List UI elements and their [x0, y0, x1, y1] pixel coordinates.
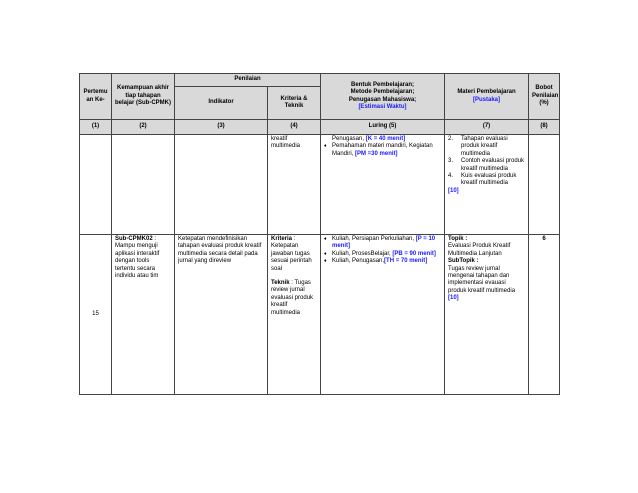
bobot-value: 6 [542, 236, 546, 242]
materi-reference: [10] [448, 187, 459, 194]
list-item [332, 143, 441, 158]
list-item [332, 258, 441, 265]
luring-time: [TH = 70 menit] [384, 258, 428, 265]
header-row-1 [80, 74, 560, 87]
cell-indikator-empty [175, 135, 268, 235]
header-materi-line2: [Pustaka] [472, 96, 500, 103]
cell-luring [321, 135, 445, 235]
kriteria-text: kreatif multimedia [271, 136, 301, 150]
col-number-7: (7) [445, 120, 529, 135]
kriteria-block [271, 236, 317, 273]
cell-kemampuan-empty [112, 135, 175, 235]
luring-text: Pemahaman materi mandiri, Kegiatan Mandiri, [332, 143, 433, 157]
materi-number: 3. [448, 158, 454, 165]
cell-subcpmk [112, 235, 175, 395]
table-row [80, 135, 560, 235]
subcpmk-label: Sub-CPMK02 [115, 236, 153, 242]
materi-text: Contoh evaluasi produk kreatif multimedia [461, 158, 525, 172]
header-pertemuan: Pertemu an Ke- [80, 74, 112, 120]
header-bentuk-line1: Bentuk Pembelajaran; [350, 81, 415, 88]
header-materi [445, 74, 529, 120]
materi-number: 4. [448, 173, 454, 180]
header-kriteria: Kriteria & Teknik [268, 87, 321, 120]
luring-list [324, 236, 441, 266]
indikator-text: Ketepatan mendefinisikan tahapan evaluasi produk kreatif multimedia secara detail pada jurnal yang direview [178, 236, 262, 265]
subtopik-text: Tugas review jurnal mengenai tahapan dan implementasi evauasi produk kreatif multimedia [448, 265, 516, 294]
col-number-1: (1) [80, 120, 112, 135]
teknik-text: : Tugas review jurnal evaluasi produk kreatif multimedia [271, 280, 314, 316]
luring-time: [PB = 90 menit] [392, 250, 436, 257]
header-bentuk-line2: Metode Pembelajaran; [350, 89, 415, 96]
cell-pertemuan-empty [80, 135, 112, 235]
luring-time: [K = 40 menit] [365, 136, 406, 142]
pertemuan-number: 15 [92, 310, 99, 317]
list-item [332, 251, 441, 258]
cell-kriteria [268, 135, 321, 235]
luring-text: Penugasan, [332, 136, 365, 142]
list-item [448, 173, 525, 188]
materi-text: Kuis evaluasi produk kreatif multimedia [461, 173, 517, 187]
col-number-3: (3) [175, 120, 268, 135]
luring-item [324, 136, 441, 143]
topik-text: Evaluasi Produk Kreatif Multimedia Lanjutan [448, 243, 511, 257]
table-row [80, 235, 560, 395]
cell-luring [321, 235, 445, 395]
cell-indikator [175, 235, 268, 395]
subtopik-label: SubTopik : [448, 258, 479, 265]
header-bentuk-pembelajaran [321, 74, 445, 120]
list-item [448, 158, 525, 173]
luring-time: [PM =30 menit] [355, 150, 398, 157]
materi-number: 2. [448, 136, 454, 142]
header-kemampuan: Kemampuan akhir tiap tahapan belajar (Sub-CPMK) [112, 74, 175, 120]
col-number-4: (4) [268, 120, 321, 135]
luring-text: Kuliah, ProsesBelajar, [332, 250, 391, 257]
luring-list [324, 143, 441, 158]
materi-list [448, 136, 525, 188]
kriteria-text: : Ketepatan jawaban tugas sesuai perintah soal [271, 236, 312, 272]
cell-bobot-empty [529, 135, 560, 235]
subcpmk-text: : Mampu menguji aplikasi interaktif dengan tools tertentu secara individu atau tim [115, 236, 160, 280]
header-materi-line1: Materi Pembelajaran [457, 89, 516, 96]
cell-kriteria-teknik [268, 235, 321, 395]
column-number-row [80, 120, 560, 135]
teknik-label: Teknik [271, 280, 290, 287]
kriteria-label: Kriteria [271, 236, 293, 242]
cell-pertemuan [80, 235, 112, 395]
cell-materi [445, 235, 529, 395]
col-number-5: Luring (5) [321, 120, 445, 135]
cell-bobot [529, 235, 560, 395]
header-indikator: Indikator [175, 87, 268, 120]
rps-table [79, 73, 560, 395]
header-bentuk-line4: [Estimasi Waktu] [358, 103, 407, 110]
col-number-2: (2) [112, 120, 175, 135]
list-item [332, 236, 441, 251]
list-item [448, 136, 525, 158]
header-bentuk-line3: Penugasan Mahasiswa; [348, 96, 417, 103]
luring-text: Kuliah, Persiapan Perkuliahan, [332, 236, 415, 242]
col-number-8: (8) [529, 120, 560, 135]
header-bobot: Bobot Penilaian (%) [529, 74, 560, 120]
topik-label: Topik : [448, 236, 468, 242]
teknik-block [271, 280, 317, 317]
luring-text: Kuliah, Penugasan, [332, 258, 385, 265]
materi-reference: [10] [448, 295, 459, 302]
header-penilaian: Penilaian [175, 74, 321, 87]
cell-materi [445, 135, 529, 235]
luring-time: [P = 10 menit] [332, 236, 436, 250]
materi-text: Tahapan evaluasi produk kreatif multimedia [461, 136, 508, 157]
